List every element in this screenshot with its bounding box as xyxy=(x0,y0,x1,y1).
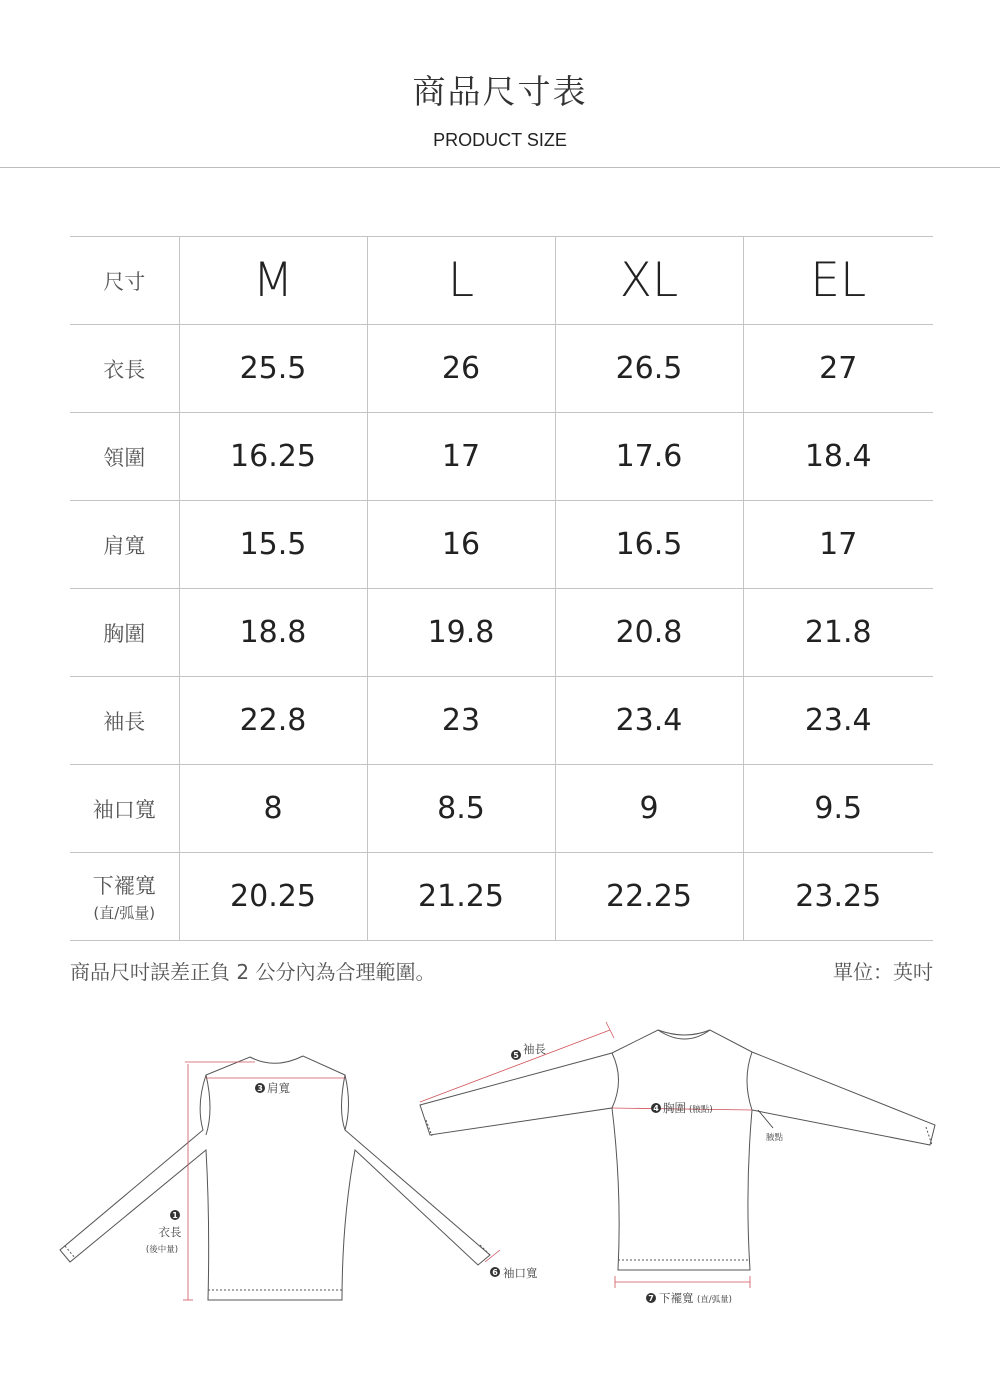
table-cell: 17 xyxy=(743,501,933,589)
chest-sub-label: (腋點) xyxy=(689,1105,713,1115)
table-cell: 23 xyxy=(367,677,555,765)
badge-chest xyxy=(651,1103,661,1113)
row-label: 下襬寬 xyxy=(92,874,156,898)
table-cell: 26.5 xyxy=(555,325,743,413)
table-cell: 20.8 xyxy=(555,589,743,677)
chest-label: 胸圍 xyxy=(663,1101,686,1115)
length-sub-label: (後中量) xyxy=(145,1245,179,1255)
badge-hem xyxy=(646,1293,656,1303)
header-divider xyxy=(0,167,1000,168)
badge-length xyxy=(170,1210,180,1220)
row-label-sub: (直/弧量) xyxy=(93,904,156,922)
table-cell: 23.4 xyxy=(743,677,933,765)
table-cell: 18.4 xyxy=(743,413,933,501)
row-label: 胸圍 xyxy=(70,589,179,677)
table-header-row xyxy=(70,237,933,325)
row-label: 袖口寬 xyxy=(70,765,179,853)
hem-sub-label: (直/弧量) xyxy=(697,1295,732,1305)
table-cell: 23.4 xyxy=(555,677,743,765)
table-cell: 20.25 xyxy=(179,853,367,941)
badge-cuff-num: 6 xyxy=(492,1268,498,1277)
table-cell: 8.5 xyxy=(367,765,555,853)
row-label: 袖長 xyxy=(70,677,179,765)
size-header-m: M xyxy=(179,237,367,325)
armpit-label: 腋點 xyxy=(766,1133,784,1143)
table-cell: 27 xyxy=(743,325,933,413)
table-cell: 9.5 xyxy=(743,765,933,853)
badge-shoulder xyxy=(255,1083,265,1093)
measurement-diagram xyxy=(0,1000,1000,1320)
table-row xyxy=(70,765,933,853)
cuff-label: 袖口寬 xyxy=(503,1266,538,1280)
hem-label: 下襬寬 xyxy=(659,1291,694,1305)
shirt-front-view xyxy=(420,1030,935,1270)
size-header-l: L xyxy=(367,237,555,325)
size-table xyxy=(70,236,933,941)
table-cell: 17.6 xyxy=(555,413,743,501)
table-row xyxy=(70,853,933,941)
length-label: 衣長 xyxy=(158,1225,182,1239)
table-row xyxy=(70,677,933,765)
shoulder-label: 肩寬 xyxy=(267,1081,290,1095)
table-row xyxy=(70,413,933,501)
badge-chest-num: 4 xyxy=(653,1104,659,1113)
page-title: 商品尺寸表 xyxy=(412,72,588,111)
table-cell: 22.25 xyxy=(555,853,743,941)
table-cell: 15.5 xyxy=(179,501,367,589)
badge-cuff xyxy=(490,1267,500,1277)
table-cell: 16.5 xyxy=(555,501,743,589)
table-cell: 8 xyxy=(179,765,367,853)
row-label: 領圍 xyxy=(70,413,179,501)
header-label: 尺寸 xyxy=(103,269,146,294)
table-row xyxy=(70,325,933,413)
row-label: 衣長 xyxy=(70,325,179,413)
tolerance-note: 商品尺吋誤差正負 2 公分內為合理範圍。 xyxy=(70,960,436,984)
sleeve-label: 袖長 xyxy=(523,1042,546,1056)
row-label-cell xyxy=(70,853,179,941)
badge-sleeve xyxy=(511,1050,521,1060)
table-cell: 26 xyxy=(367,325,555,413)
unit-label: 單位：英吋 xyxy=(833,960,933,984)
badge-length-num: 1 xyxy=(172,1211,178,1220)
table-cell: 25.5 xyxy=(179,325,367,413)
table-cell: 21.25 xyxy=(367,853,555,941)
table-cell: 16 xyxy=(367,501,555,589)
table-cell: 23.25 xyxy=(743,853,933,941)
badge-shoulder-num: 3 xyxy=(257,1084,263,1093)
badge-sleeve-num: 5 xyxy=(513,1051,519,1060)
table-cell: 16.25 xyxy=(179,413,367,501)
table-cell: 9 xyxy=(555,765,743,853)
table-row xyxy=(70,501,933,589)
page-subtitle: PRODUCT SIZE xyxy=(433,130,567,150)
size-header-xl: XL xyxy=(555,237,743,325)
header-label-cell xyxy=(70,237,179,325)
table-cell: 18.8 xyxy=(179,589,367,677)
table-cell: 21.8 xyxy=(743,589,933,677)
table-cell: 22.8 xyxy=(179,677,367,765)
table-cell: 19.8 xyxy=(367,589,555,677)
row-label: 肩寬 xyxy=(70,501,179,589)
table-cell: 17 xyxy=(367,413,555,501)
size-header-el: EL xyxy=(743,237,933,325)
front-measure-lines xyxy=(420,1022,752,1288)
table-row xyxy=(70,589,933,677)
badge-hem-num: 7 xyxy=(648,1294,654,1303)
